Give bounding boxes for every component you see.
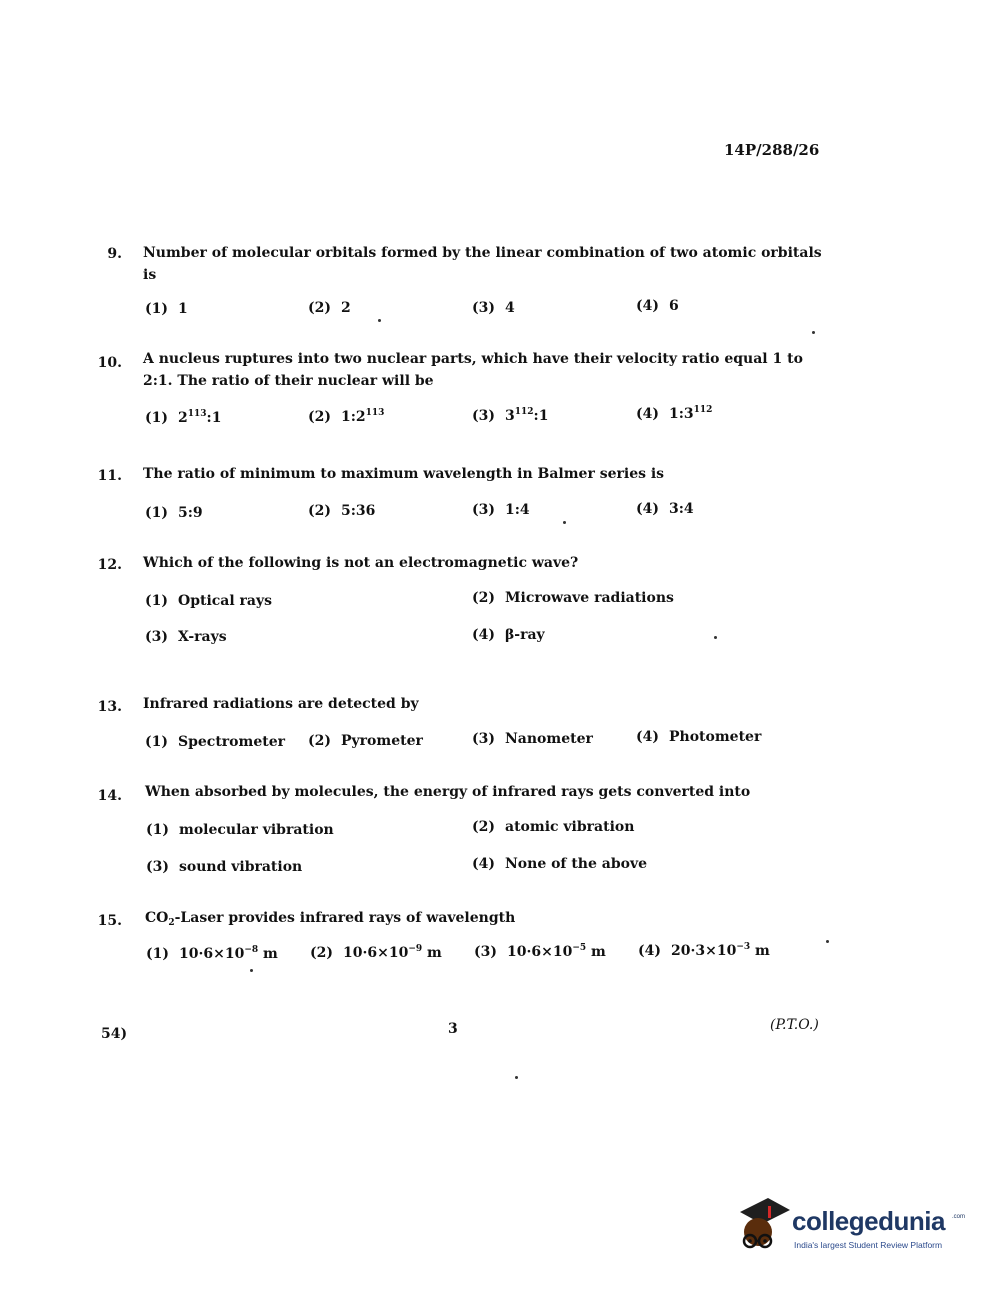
page-number: 3 [448, 1021, 458, 1037]
option-2: (2) $10\cdot 6\times 10^{-9}$ m [310, 944, 442, 961]
option-4: (4) None of the above [472, 856, 647, 872]
option-1: (1) $10\cdot 6\times 10^{-8}$ m [146, 945, 278, 962]
footer-left: 54) [101, 1026, 128, 1042]
scan-speck [826, 940, 829, 943]
option-2: (2) $1:2^{113}$ [308, 408, 385, 425]
option-4: (4) $1:3^{112}$ [636, 405, 713, 422]
mascot-icon [732, 1196, 792, 1258]
option-4: (4) β-ray [472, 627, 545, 643]
option-3: (3) $10\cdot 6\times 10^{-5}$ m [474, 943, 606, 960]
question-text [143, 552, 578, 574]
option-1: (1) Spectrometer [145, 734, 285, 750]
option-1: (1) $2^{113}:1$ [145, 409, 222, 426]
option-4: (4) 6 [636, 298, 679, 314]
question-text [143, 348, 803, 392]
option-2: (2) 2 [308, 300, 351, 316]
paper-code: 14P/288/26 [724, 141, 820, 159]
logo-tagline: India's largest Student Review Platform [794, 1240, 943, 1250]
option-4: (4) $20\cdot 3\times 10^{-3}$ m [638, 942, 770, 959]
question-number: 12. [97, 557, 122, 573]
question-line: Number of molecular orbitals formed by the linear combination of two atomic orbitals [143, 245, 822, 261]
question-text: $CO_2$-Laser provides infrared rays of wavelength [145, 910, 516, 928]
option-1: (1) molecular vibration [146, 822, 334, 838]
question-line: When absorbed by molecules, the energy of infrared rays gets converted into [145, 784, 751, 800]
option-3: (3) 1:4 [472, 502, 530, 518]
logo-suffix: .com [952, 1214, 966, 1220]
question-number: 11. [97, 468, 122, 484]
option-1: (1) Optical rays [145, 593, 273, 609]
option-2: (2) atomic vibration [472, 819, 635, 835]
question-text [143, 242, 822, 286]
logo-wordmark: collegedunia [792, 1206, 945, 1236]
question-line: 2:1. The ratio of their nuclear will be [143, 373, 434, 389]
option-2: (2) Pyrometer [308, 733, 423, 749]
question-number: 15. [97, 913, 122, 929]
collegedunia-logo [732, 1196, 964, 1262]
option-2: (2) 5:36 [308, 503, 376, 519]
scan-speck [250, 969, 253, 972]
option-4: (4) Photometer [636, 729, 762, 745]
question-line: A nucleus ruptures into two nuclear parts, which have their velocity ratio equal 1 to [143, 351, 803, 367]
question-number: 14. [97, 788, 122, 804]
option-1: (1) 5:9 [145, 505, 203, 521]
question-number: 10. [97, 355, 122, 371]
option-3: (3) X-rays [145, 629, 227, 645]
question-line: The ratio of minimum to maximum wavelength in Balmer series is [143, 466, 665, 482]
option-2: (2) Microwave radiations [472, 590, 674, 606]
option-4: (4) 3:4 [636, 501, 694, 517]
question-line: Infrared radiations are detected by [143, 696, 419, 712]
question-line: Which of the following is not an electromagnetic wave? [143, 555, 579, 571]
option-3: (3) $3^{112}:1$ [472, 407, 549, 424]
option-3: (3) Nanometer [472, 731, 593, 747]
option-3: (3) sound vibration [146, 859, 303, 875]
question-text [145, 781, 750, 803]
scan-speck [812, 331, 815, 334]
scan-speck [378, 319, 381, 322]
pto-label: (P.T.O.) [770, 1017, 819, 1033]
scan-speck [515, 1076, 518, 1079]
scan-speck [714, 636, 717, 639]
option-1: (1) 1 [145, 301, 188, 317]
question-number: 13. [97, 699, 122, 715]
question-text [143, 463, 664, 485]
option-3: (3) 4 [472, 300, 515, 316]
question-text [143, 693, 419, 715]
question-line: is [143, 267, 157, 283]
question-number: 9. [107, 246, 122, 262]
scan-speck [563, 521, 566, 524]
